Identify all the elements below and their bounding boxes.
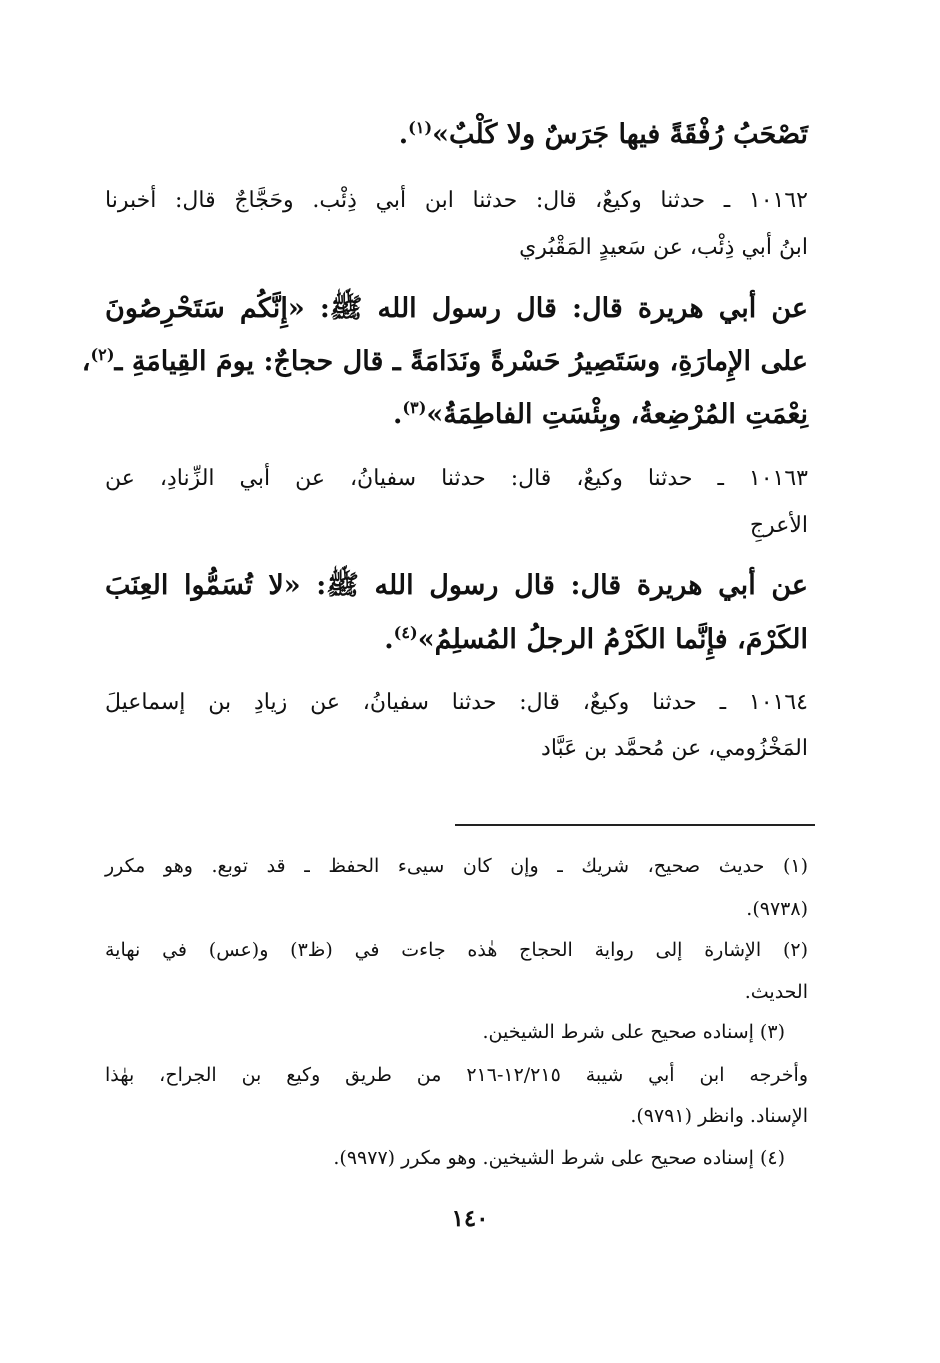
- footnote-3-line-3: الإسناد. وانظر (٩٧٩١).: [630, 1105, 808, 1127]
- footnote-2-line-2: الحديث.: [744, 981, 808, 1003]
- footnote-1-line-1: (١) حديث صحيح، شريك ـ وإن كان سيىء الحفظ ـ قد توبع. وهو مكرر: [105, 855, 808, 877]
- hadith-10162-line-2: ابنُ أبي ذِئْب، عن سَعيدٍ المَقْبُري: [519, 235, 808, 260]
- hadith-10164-line-1: ١٠١٦٤ ـ حدثنا وكيعٌ، قال: حدثنا سفيانُ، عن زيادِ بن إسماعيلَ: [105, 690, 808, 715]
- footnote-3-line-1: (٣) إسناده صحيح على شرط الشيخين.: [482, 1021, 785, 1043]
- footnote-divider: [455, 824, 815, 826]
- page-number: ١٤٠: [451, 1205, 489, 1232]
- hadith-10162-line-1: ١٠١٦٢ ـ حدثنا وكيعٌ، قال: حدثنا ابن أبي ذِئْب. وحَجَّاجٌ قال: أخبرنا: [105, 188, 808, 213]
- footnote-ref-4: (٤): [393, 623, 418, 642]
- matn-10162-line-3: نِعْمَتِ المُرْضِعةُ، وبِئْسَتِ الفاطِمَةُ»$^{(٣)}$.: [392, 398, 808, 430]
- footnote-2-line-1: (٢) الإشارة إلى رواية الحجاج هٰذه جاءت في (ظ٣) و(عس) في نهاية: [105, 939, 808, 961]
- hadith-10163-line-2: الأعرجِ: [749, 513, 808, 538]
- footnote-1-line-2: (٩٧٣٨).: [746, 898, 808, 920]
- footnote-4-line-1: (٤) إسناده صحيح على شرط الشيخين. وهو مكرر (٩٩٧٧).: [333, 1147, 785, 1169]
- matn-10163-line-2: الكَرْمَ، فإِنَّما الكَرْمُ الرجلُ المُسلِمُ»$^{(٤)}$.: [384, 623, 808, 655]
- footnote-ref-2: (٢): [90, 345, 115, 364]
- matn-10162-line-2: على الإِمارَةِ، وسَتَصِيرُ حَسْرةً ونَدَامَةً ـ قال حجاجٌ: يومَ القِيامَةِ ـ$^{(٢)}$،: [81, 345, 808, 377]
- matn-10163-line-1: عن أبي هريرة قال: قال رسول الله ﷺ: «لا تُسَمُّوا العِنَبَ: [105, 570, 808, 601]
- hadith-10164-line-2: المَخْزُومي، عن مُحمَّد بن عَبَّاد: [541, 736, 808, 761]
- footnote-3-line-2: وأخرجه ابن أبي شيبة ١٢/٢١٥-٢١٦ من طريق وكيع بن الجراح، بهٰذا: [105, 1064, 808, 1086]
- footnote-ref-1: (١): [408, 118, 433, 137]
- main-line-1: تَصْحَبُ رُفْقَةً فيها جَرَسٌ ولا كَلْبٌ»$^{(١)}$.: [398, 118, 808, 150]
- matn-10162-line-1: عن أبي هريرة قال: قال رسول الله ﷺ: «إِنَّكُم سَتَحْرِصُونَ: [105, 293, 808, 324]
- hadith-10163-line-1: ١٠١٦٣ ـ حدثنا وكيعٌ، قال: حدثنا سفيانُ، عن أبي الزِّنادِ، عن: [105, 466, 808, 491]
- footnote-ref-3: (٣): [402, 398, 427, 417]
